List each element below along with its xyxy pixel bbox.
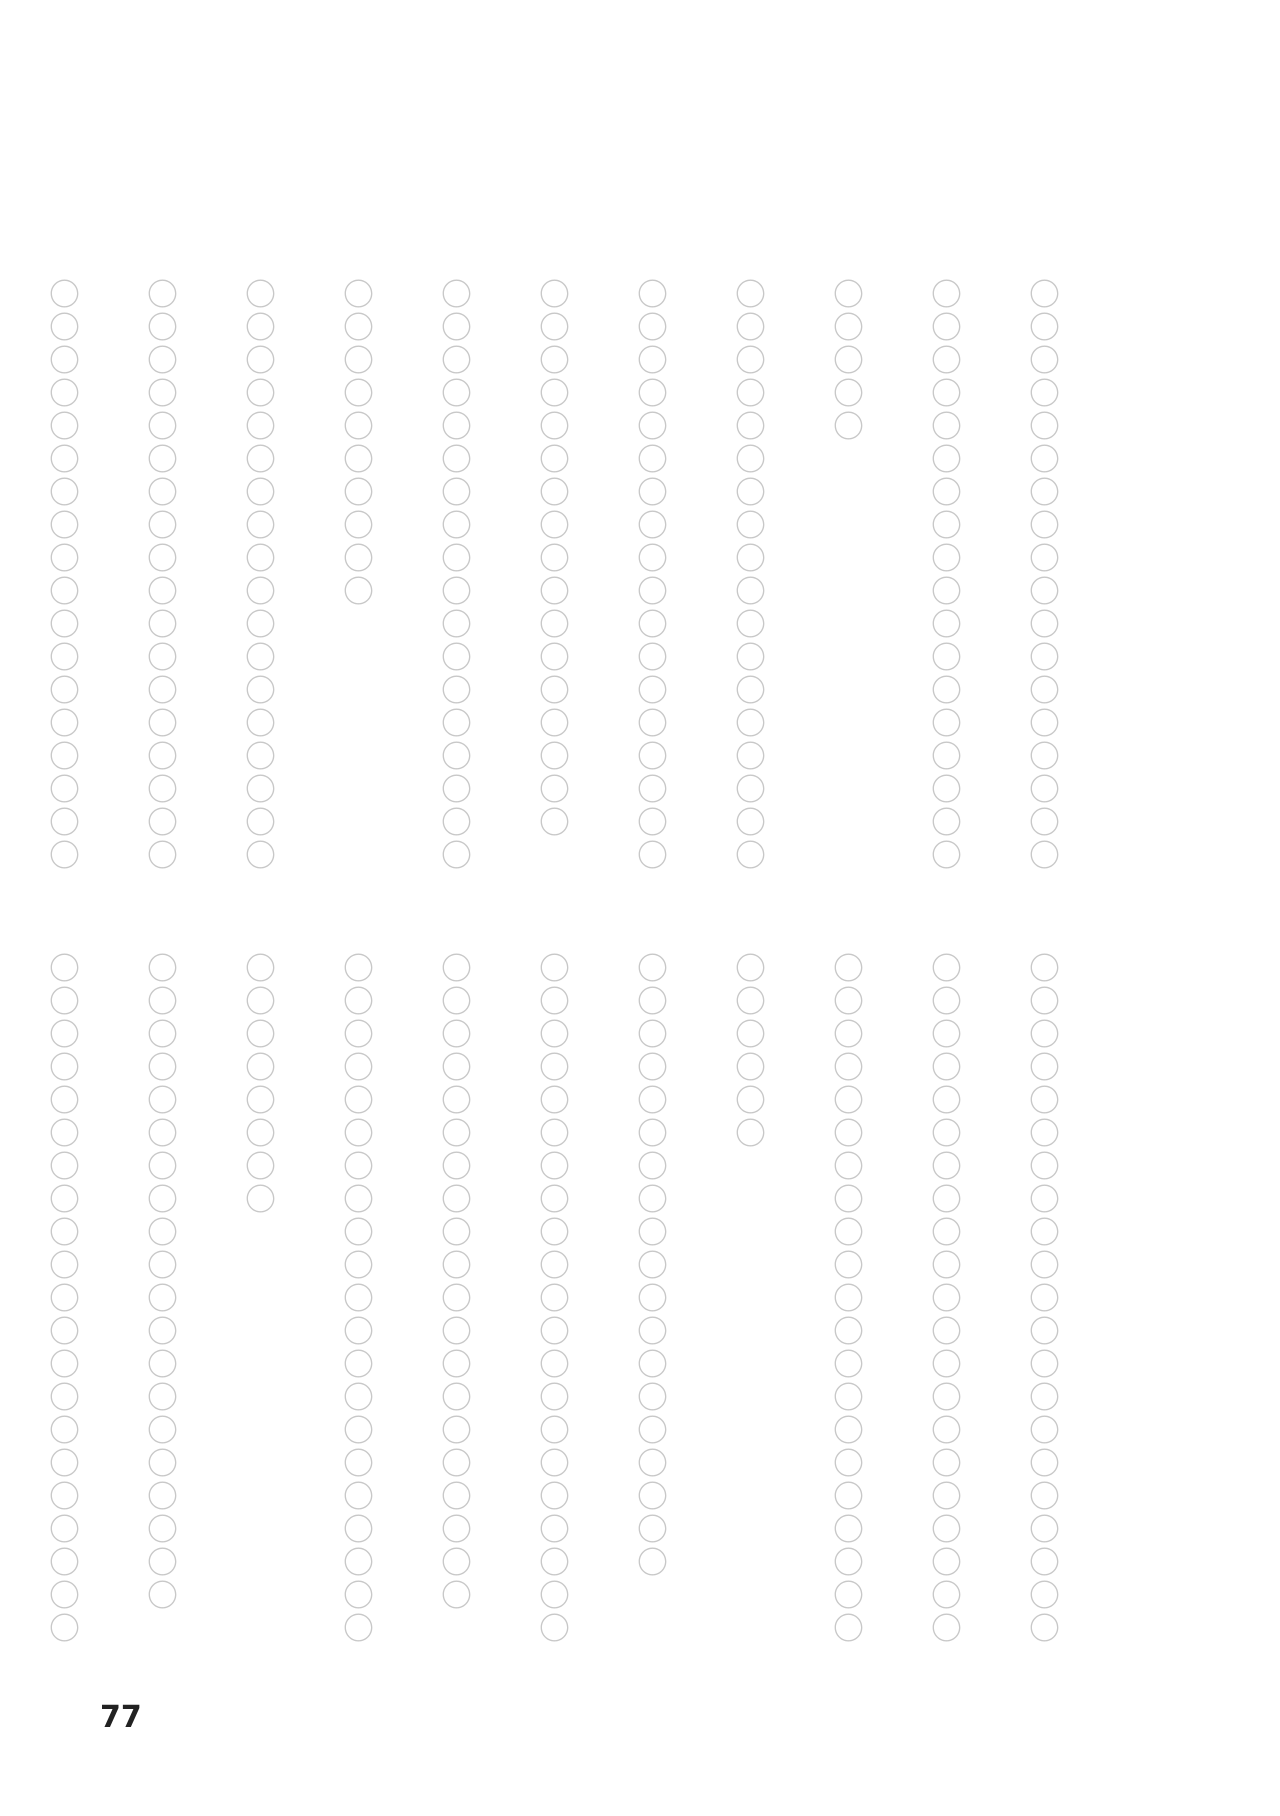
text-column: 〇〇〇〇〇〇〇〇〇〇〇〇〇〇〇〇〇〇 xyxy=(729,278,765,872)
text-column: 〇〇〇〇〇〇〇〇〇〇〇〇〇〇〇〇〇〇 xyxy=(239,278,275,872)
text-column: 〇〇〇〇〇〇 xyxy=(729,952,765,1150)
text-column: 〇〇〇〇〇〇〇〇〇〇〇〇〇〇〇〇〇〇〇〇〇 xyxy=(337,952,373,1645)
text-column: 〇〇〇〇〇〇〇〇〇〇〇〇〇〇〇〇〇〇〇〇 xyxy=(435,952,471,1612)
bottom-text-tier xyxy=(43,952,1090,1657)
text-column: 〇〇〇〇〇〇〇〇〇〇〇〇〇〇〇〇〇 xyxy=(533,278,569,839)
text-column: 〇〇〇〇〇〇〇〇〇〇〇〇〇〇〇〇〇〇〇 xyxy=(631,952,667,1579)
text-column: 〇〇〇〇〇〇〇〇〇〇〇〇〇〇〇〇〇〇 xyxy=(141,278,177,872)
text-column: 〇〇〇〇〇〇〇〇〇〇〇〇〇〇〇〇〇〇〇〇〇 xyxy=(925,952,961,1645)
text-column xyxy=(0,952,12,1657)
text-column: 〇〇〇〇〇〇〇〇〇〇〇〇〇〇〇〇〇〇 xyxy=(1023,278,1059,872)
text-column: 〇〇〇〇〇〇〇〇〇〇〇〇〇〇〇〇〇〇〇〇〇 xyxy=(43,952,79,1645)
text-column: 〇〇〇〇〇〇〇〇〇〇〇〇〇〇〇〇〇〇 xyxy=(631,278,667,872)
text-column: 〇〇〇〇〇 xyxy=(827,278,863,443)
text-column: 〇〇〇〇〇〇〇〇〇〇〇〇〇〇〇〇〇〇 xyxy=(43,278,79,872)
text-column xyxy=(0,278,12,888)
text-column: 〇〇〇〇〇〇〇〇〇〇〇〇〇〇〇〇〇〇 xyxy=(435,278,471,872)
text-column: 〇〇〇〇〇〇〇〇〇〇 xyxy=(337,278,373,608)
page-number: 77 xyxy=(100,1700,142,1735)
top-text-tier xyxy=(43,278,1090,888)
text-column: 〇〇〇〇〇〇〇〇〇〇〇〇〇〇〇〇〇〇〇〇〇 xyxy=(827,952,863,1645)
text-column: 〇〇〇〇〇〇〇〇〇〇〇〇〇〇〇〇〇〇〇〇〇 xyxy=(533,952,569,1645)
text-column: 〇〇〇〇〇〇〇〇〇〇〇〇〇〇〇〇〇〇〇〇 xyxy=(141,952,177,1612)
text-column: 〇〇〇〇〇〇〇〇〇〇〇〇〇〇〇〇〇〇 xyxy=(925,278,961,872)
text-column: 〇〇〇〇〇〇〇〇 xyxy=(239,952,275,1216)
text-column: 〇〇〇〇〇〇〇〇〇〇〇〇〇〇〇〇〇〇〇〇〇 xyxy=(1023,952,1059,1645)
